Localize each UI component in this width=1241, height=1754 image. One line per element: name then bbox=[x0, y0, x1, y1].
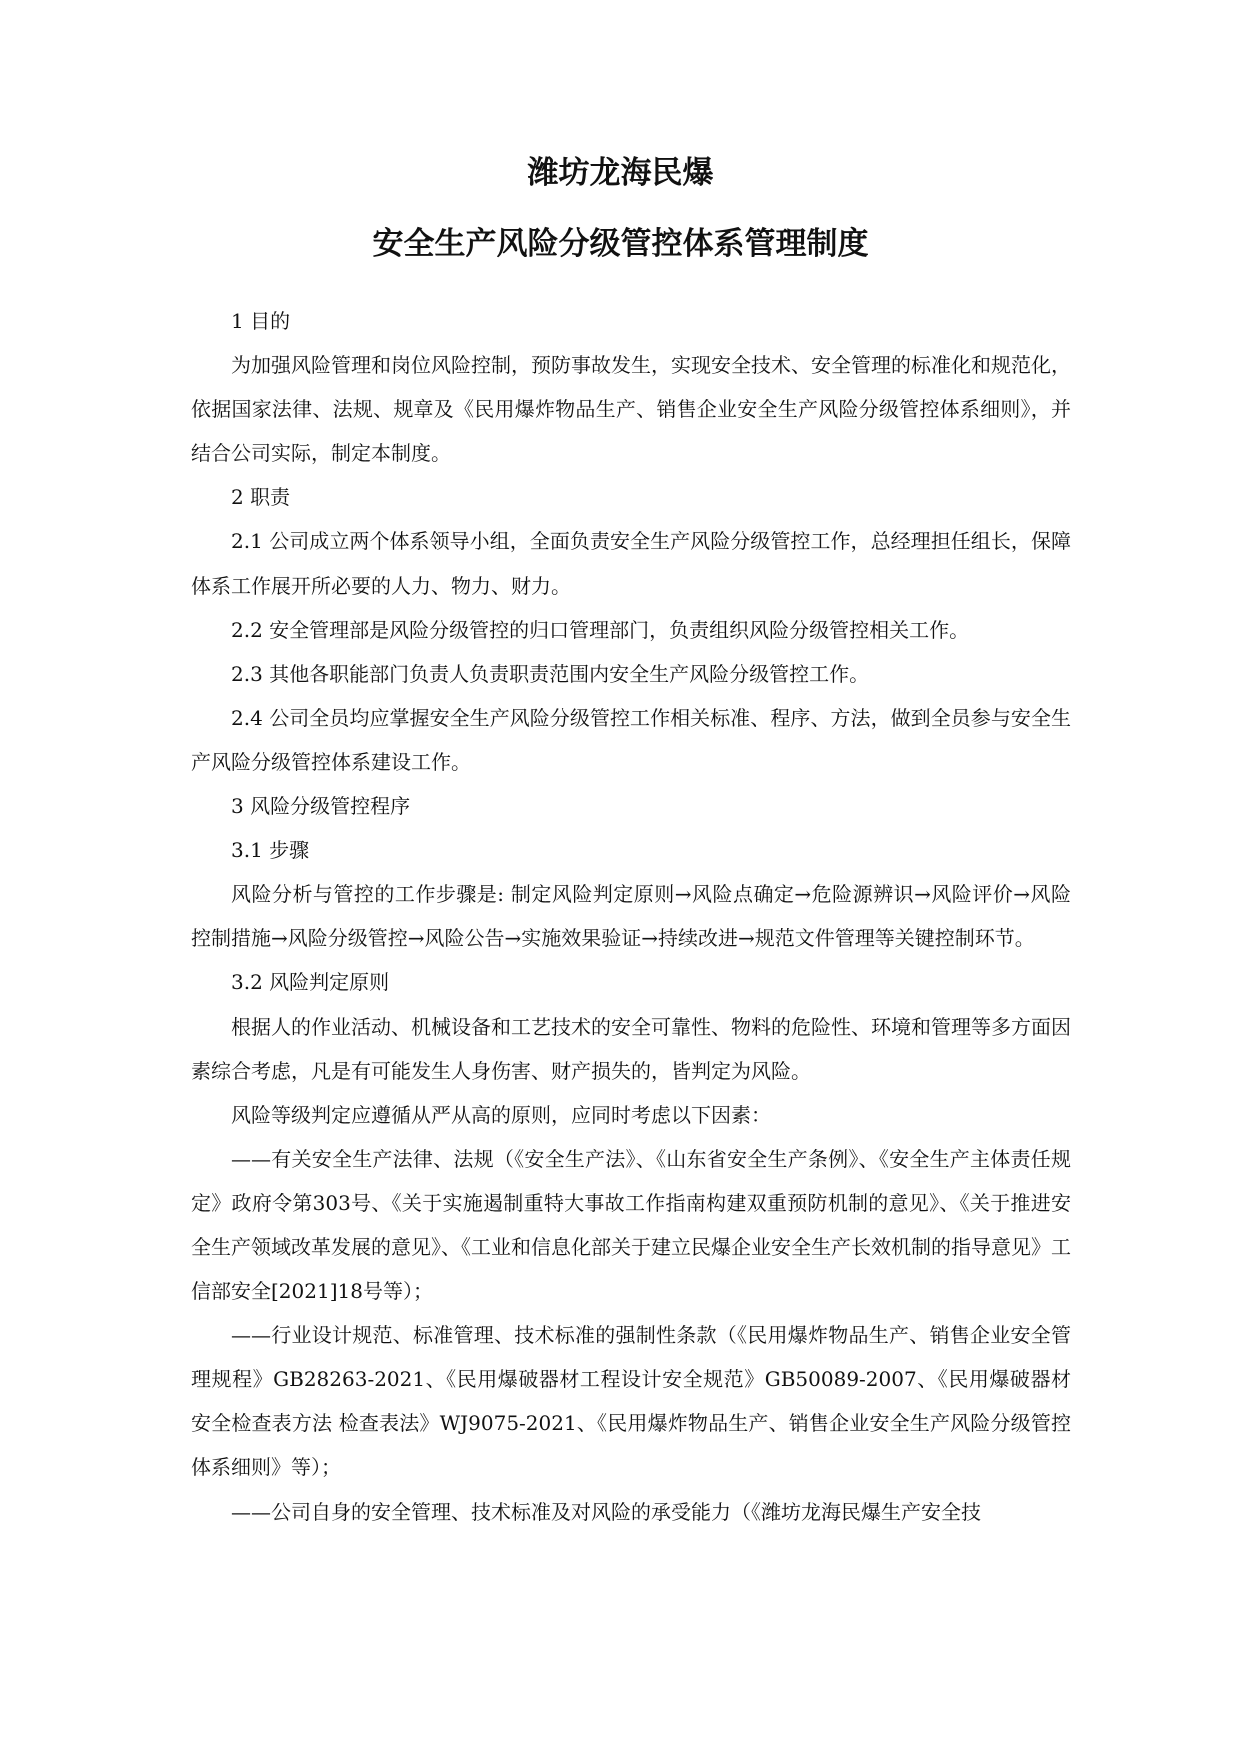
paragraph-factor-standards: ——行业设计规范、标准管理、技术标准的强制性条款（《民用爆炸物品生产、销售企业安全管理规程》GB28263-2021、《民用爆破器材工程设计安全规范》GB50089-2007、《民用爆破器材安全检查表方法 检查表法》WJ9075-2021、《民用爆炸物品生产、销售企业安全生产风险分级管控体系细则》等）； bbox=[191, 1323, 1071, 1480]
paragraph-purpose: 为加强风险管理和岗位风险控制，预防事故发生，实现安全技术、安全管理的标准化和规范化，依据国家法律、法规、规章及《民用爆炸物品生产、销售企业安全生产风险分级管控体系细则》，并结合公司实际，制定本制度。 bbox=[191, 353, 1071, 466]
paragraph-duty-2-4: 2.4 公司全员均应掌握安全生产风险分级管控工作相关标准、程序、方法，做到全员参与安全生产风险分级管控体系建设工作。 bbox=[191, 705, 1071, 774]
document-body bbox=[191, 299, 1071, 1534]
document-title: 安全生产风险分级管控体系管理制度 bbox=[372, 226, 869, 262]
subsection-heading-principles: 3.2 风险判定原则 bbox=[231, 970, 390, 995]
paragraph-duty-2-2: 2.2 安全管理部是风险分级管控的归口管理部门，负责组织风险分级管控相关工作。 bbox=[231, 617, 970, 642]
section-heading-purpose: 1 目的 bbox=[231, 309, 291, 333]
document-title-company: 潍坊龙海民爆 bbox=[527, 155, 714, 191]
paragraph-principles: 根据人的作业活动、机械设备和工艺技术的安全可靠性、物料的危险性、环境和管理等多方面因素综合考虑，凡是有可能发生人身伤害、财产损失的，皆判定为风险。 bbox=[191, 1014, 1071, 1083]
paragraph-duty-2-1: 2.1 公司成立两个体系领导小组，全面负责安全生产风险分级管控工作，总经理担任组长，保障体系工作展开所必要的人力、物力、财力。 bbox=[191, 529, 1071, 598]
paragraph-factor-laws: ——有关安全生产法律、法规（《安全生产法》、《山东省安全生产条例》、《安全生产主体责任规定》政府令第303号、《关于实施遏制重特大事故工作指南构建双重预防机制的意见》、《关于推进安全生产领域改革发展的意见》、《工业和信息化部关于建立民爆企业安全生产长效机制的指导意见》工信部安全[2021]18号等）； bbox=[191, 1146, 1071, 1304]
paragraph-factors-intro: 风险等级判定应遵循从严从高的原则，应同时考虑以下因素： bbox=[231, 1102, 771, 1127]
section-heading-procedure: 3 风险分级管控程序 bbox=[231, 794, 411, 819]
paragraph-duty-2-3: 2.3 其他各职能部门负责人负责职责范围内安全生产风险分级管控工作。 bbox=[231, 661, 870, 686]
section-heading-duties: 2 职责 bbox=[231, 485, 291, 510]
paragraph-steps: 风险分析与管控的工作步骤是: 制定风险判定原则→风险点确定→危险源辨识→风险评价→风险控制措施→风险分级管控→风险公告→实施效果验证→持续改进→规范文件管理等关键控制环节。 bbox=[191, 882, 1071, 951]
paragraph-factor-company: ——公司自身的安全管理、技术标准及对风险的承受能力（《潍坊龙海民爆生产安全技 bbox=[231, 1499, 981, 1524]
subsection-heading-steps: 3.1 步骤 bbox=[231, 838, 310, 863]
